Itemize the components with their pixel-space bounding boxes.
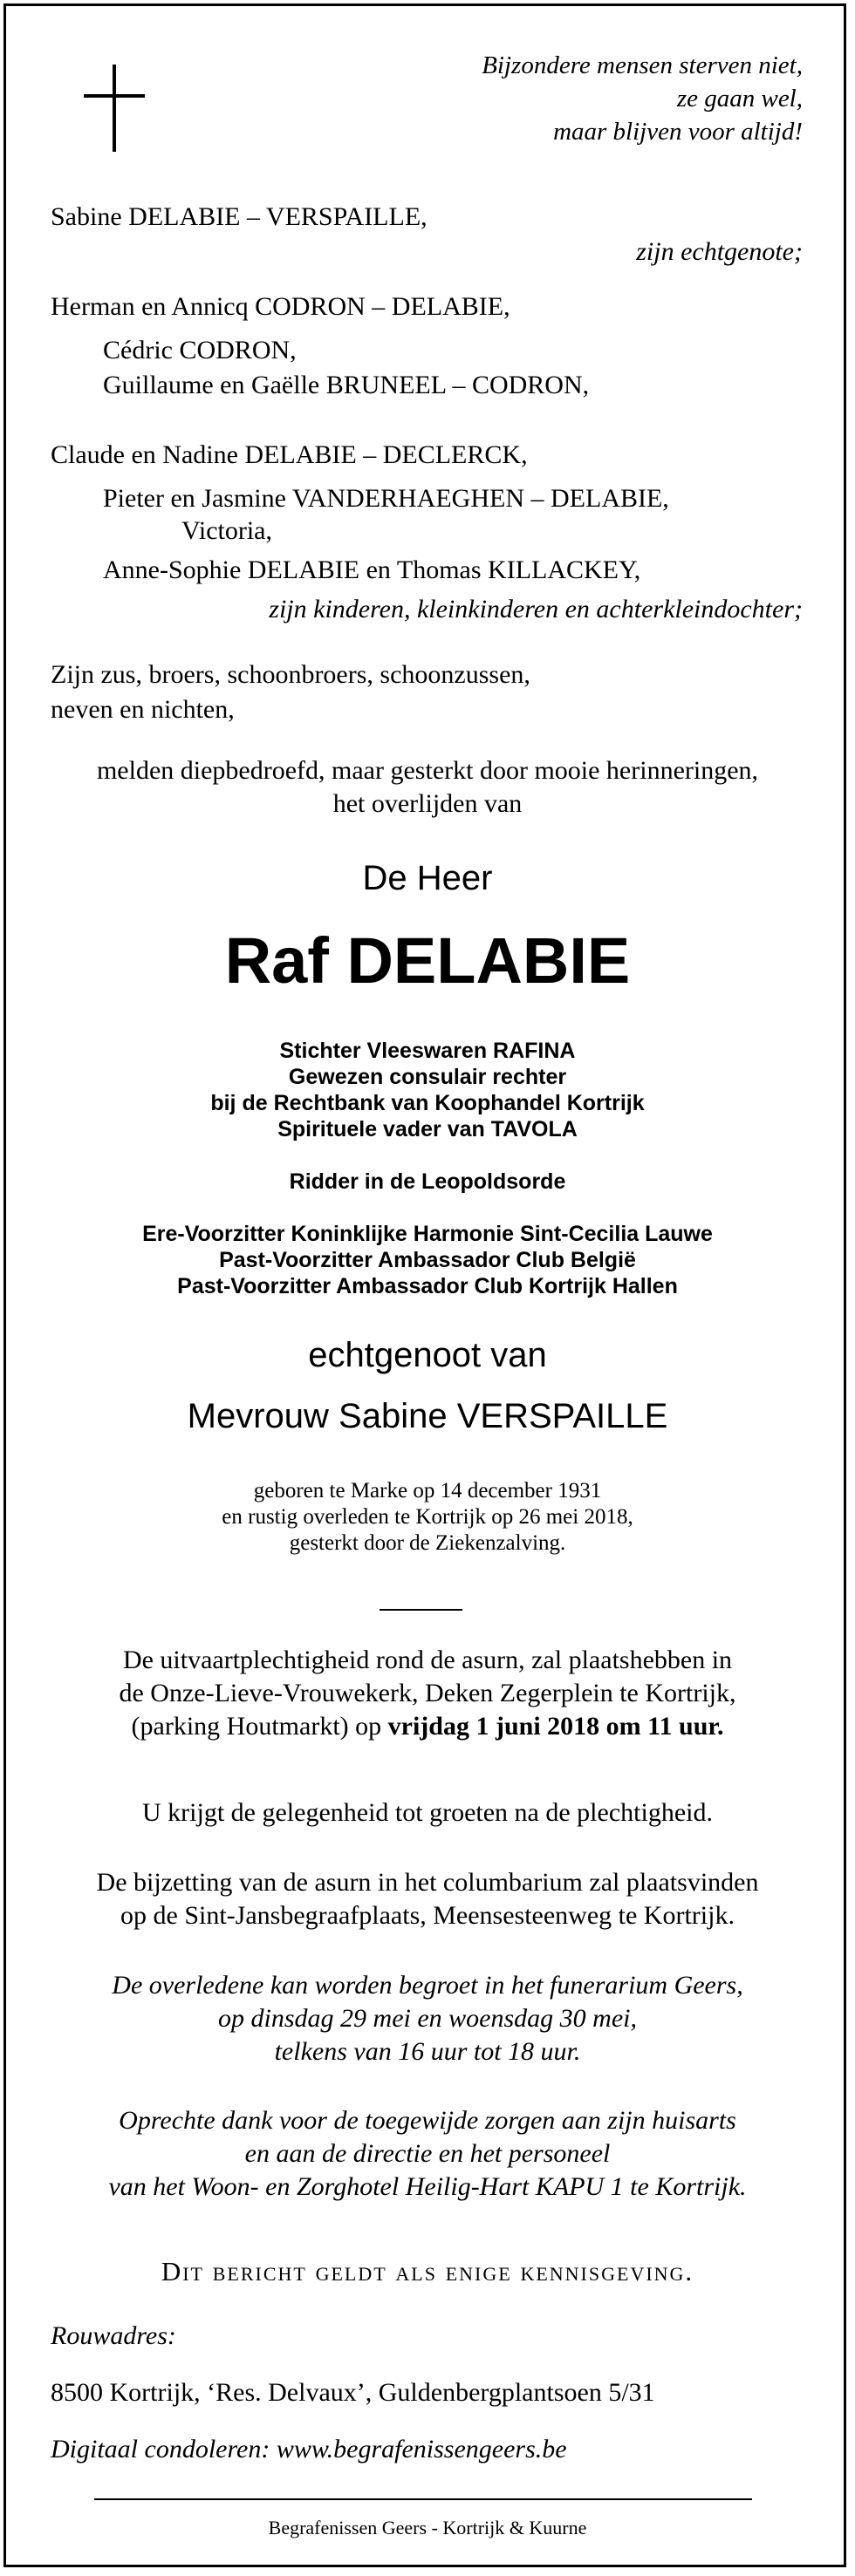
footer-rule bbox=[94, 2498, 752, 2500]
honor-line: Ridder in de Leopoldsorde bbox=[289, 1169, 566, 1194]
viewing-line: telkens van 16 uur tot 18 uur. bbox=[274, 2037, 581, 2066]
viewing-line: De overledene kan worden begroet in het funerarium Geers, bbox=[112, 1971, 743, 2000]
announcement-line: melden diepbedroefd, maar gesterkt door mooie herinneringen, bbox=[96, 756, 759, 785]
separator-line bbox=[380, 1609, 462, 1611]
deceased-title: De Heer bbox=[362, 859, 493, 897]
burial-line: De bijzetting van de asurn in het columbarium zal plaatsvinden bbox=[96, 1868, 759, 1897]
ceremony-line bbox=[0, 1710, 855, 1743]
cross-icon bbox=[84, 65, 145, 152]
role-line: Stichter Vleeswaren RAFINA bbox=[279, 1039, 576, 1063]
burial-line: op de Sint-Jansbegraafplaats, Meensesteenweg te Kortrijk. bbox=[120, 1901, 735, 1930]
grandchild-entry: Guillaume en Gaëlle BRUNEEL – CODRON, bbox=[103, 371, 590, 399]
function-line: Past-Voorzitter Ambassador Club België bbox=[219, 1248, 636, 1272]
relatives-line: neven en nichten, bbox=[51, 695, 235, 724]
greeting-line: U krijgt de gelegenheid tot groeten na de plechtigheid. bbox=[142, 1798, 713, 1827]
spouse-full-name: Mevrouw Sabine VERSPAILLE bbox=[187, 1397, 668, 1435]
viewing-line: op dinsdag 29 mei en woensdag 30 mei, bbox=[218, 2004, 637, 2033]
function-line: Past-Voorzitter Ambassador Club Kortrijk Hallen bbox=[177, 1274, 678, 1298]
online-condolence-line: Digitaal condoleren: www.begrafenissengeers.be bbox=[51, 2435, 567, 2464]
child-entry: Claude en Nadine DELABIE – DECLERCK, bbox=[51, 440, 528, 469]
motto-quote bbox=[482, 49, 803, 148]
deceased-name: Raf DELABIE bbox=[224, 924, 631, 997]
address-line: 8500 Kortrijk, ‘Res. Delvaux’, Guldenbergplantsoen 5/31 bbox=[51, 2378, 655, 2407]
function-line: Ere-Voorzitter Koninklijke Harmonie Sint-Cecilia Lauwe bbox=[142, 1222, 713, 1246]
thanks-line: Oprechte dank voor de toegewijde zorgen aan zijn huisarts bbox=[119, 2106, 736, 2135]
birth-line: geboren te Marke op 14 december 1931 bbox=[253, 1479, 602, 1503]
motto-line: Bijzondere mensen sterven niet, bbox=[482, 51, 803, 79]
spouse-role: zijn echtgenote; bbox=[636, 237, 803, 266]
grandchild-entry: Anne-Sophie DELABIE en Thomas KILLACKEY, bbox=[103, 555, 641, 584]
ceremony-date: vrijdag 1 juni 2018 om 11 uur. bbox=[387, 1712, 724, 1741]
great-grandchild-entry: Victoria, bbox=[181, 516, 272, 545]
motto-line: maar blijven voor altijd! bbox=[553, 118, 803, 146]
relatives-line: Zijn zus, broers, schoonbroers, schoonzussen, bbox=[51, 660, 530, 689]
notice-line: Dit bericht geldt als enige kennisgeving. bbox=[161, 2256, 694, 2286]
ceremony-prefix: (parking Houtmarkt) op bbox=[131, 1712, 388, 1741]
sacrament-line: gesterkt door de Ziekenzalving. bbox=[289, 1531, 566, 1555]
spouse-name: Sabine DELABIE – VERSPAILLE, bbox=[51, 202, 428, 231]
death-line: en rustig overleden te Kortrijk op 26 mei 2018, bbox=[222, 1505, 633, 1529]
thanks-line: en aan de directie en het personeel bbox=[244, 2139, 611, 2168]
child-entry: Herman en Annicq CODRON – DELABIE, bbox=[51, 292, 510, 321]
motto-line: ze gaan wel, bbox=[676, 85, 803, 112]
announcement-line: het overlijden van bbox=[332, 789, 523, 818]
spouse-intro: echtgenoot van bbox=[308, 1336, 547, 1374]
role-line: Gewezen consulair rechter bbox=[288, 1065, 567, 1089]
children-role: zijn kinderen, kleinkinderen en achterkleindochter; bbox=[269, 595, 803, 624]
grandchild-entry: Cédric CODRON, bbox=[103, 336, 297, 365]
role-line: Spirituele vader van TAVOLA bbox=[277, 1117, 578, 1141]
ceremony-line: De uitvaartplechtigheid rond de asurn, zal plaatshebben in bbox=[122, 1646, 733, 1674]
ceremony-line: de Onze-Lieve-Vrouwekerk, Deken Zegerplein te Kortrijk, bbox=[119, 1679, 736, 1707]
role-line: bij de Rechtbank van Koophandel Kortrijk bbox=[210, 1091, 645, 1115]
address-label: Rouwadres: bbox=[51, 2321, 176, 2350]
funeral-home-footer: Begrafenissen Geers - Kortrijk & Kuurne bbox=[268, 2517, 587, 2539]
grandchild-entry: Pieter en Jasmine VANDERHAEGHEN – DELABIE, bbox=[103, 484, 669, 513]
thanks-line: van het Woon- en Zorghotel Heilig-Hart KAPU 1 te Kortrijk. bbox=[108, 2172, 747, 2201]
